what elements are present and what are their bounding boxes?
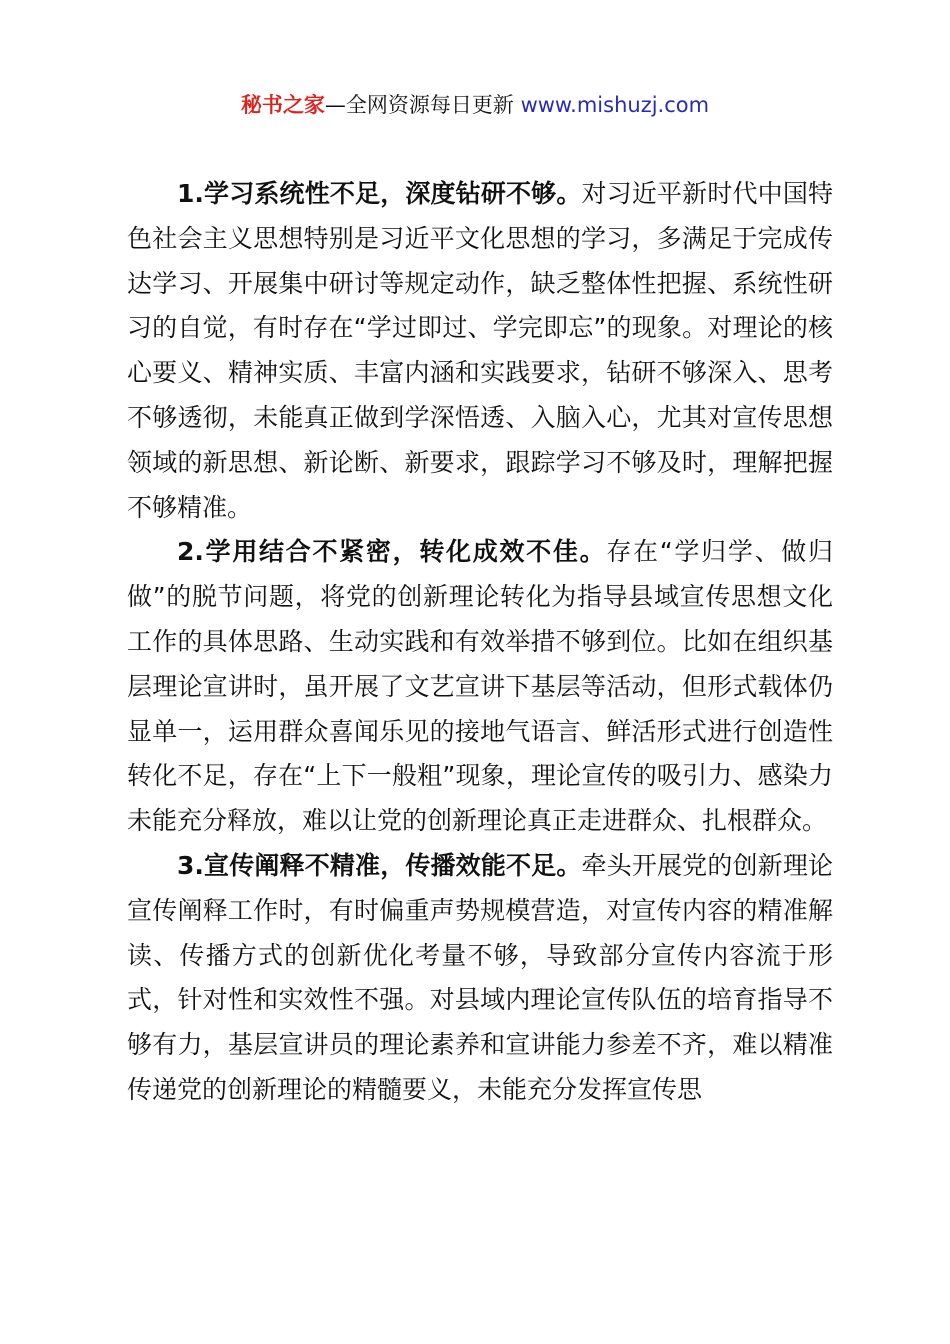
site-url-link[interactable]: www.mishuzj.com — [520, 93, 710, 117]
brand-name: 秘书之家 — [240, 93, 325, 117]
header-tagline: —全网资源每日更新 — [324, 93, 521, 117]
paragraph-1 — [127, 172, 833, 530]
document-body — [127, 172, 833, 1113]
page-header — [0, 88, 950, 122]
paragraph-2-heading: 2.学用结合不紧密，转化成效不佳。 — [177, 537, 607, 567]
paragraph-1-heading: 1.学习系统性不足，深度钻研不够。 — [177, 179, 582, 208]
paragraph-3-heading: 3.宣传阐释不精准，传播效能不足。 — [177, 850, 582, 880]
paragraph-2 — [127, 530, 833, 844]
paragraph-3 — [127, 844, 833, 1113]
paragraph-1-text: 对习近平新时代中国特色社会主义思想特别是习近平文化思想的学习，多满足于完成传达学习、开展集中研讨等规定动作，缺乏整体性把握、系统性研习的自觉，有时存在“学过即过、学完即忘”的现象。对理论的核心要义、精神实质、丰富内涵和实践要求，钻研不够深入、思考不够透彻，未能真正做到学深悟透、入脑入心，尤其对宣传思想领域的新思想、新论断、新要求，跟踪学习不够及时，理解把握不够精准。 — [127, 179, 833, 522]
paragraph-2-text: 存在“学归学、做归做”的脱节问题，将党的创新理论转化为指导县域宣传思想文化工作的具体思路、生动实践和有效举措不够到位。比如在组织基层理论宣讲时，虽开展了文艺宣讲下基层等活动，但形式载体仍显单一，运用群众喜闻乐见的接地气语言、鲜活形式进行创造性转化不足，存在“上下一般粗”现象，理论宣传的吸引力、感染力未能充分释放，难以让党的创新理论真正走进群众、扎根群众。 — [127, 537, 833, 836]
paragraph-3-text: 牵头开展党的创新理论宣传阐释工作时，有时偏重声势规模营造，对宣传内容的精准解读、传播方式的创新优化考量不够，导致部分宣传内容流于形式，针对性和实效性不强。对县域内理论宣传队伍的培育指导不够有力，基层宣讲员的理论素养和宣讲能力参差不齐，难以精准传递党的创新理论的精髓要义，未能充分发挥宣传思 — [127, 850, 833, 1104]
